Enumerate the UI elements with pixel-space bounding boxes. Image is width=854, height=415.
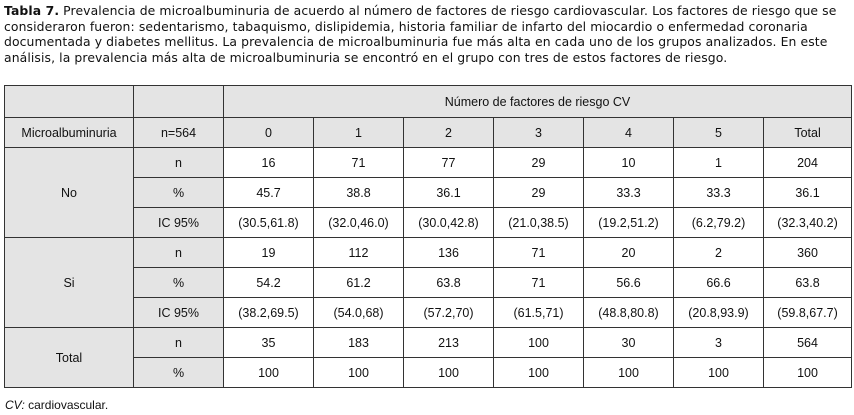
- value-cell: 100: [494, 328, 584, 358]
- col-header-3: 3: [494, 118, 584, 148]
- stat-label-cell: IC 95%: [134, 208, 224, 238]
- value-cell: (61.5,71): [494, 298, 584, 328]
- value-cell: 77: [404, 148, 494, 178]
- stat-label-cell: IC 95%: [134, 298, 224, 328]
- col-header-1: 1: [314, 118, 404, 148]
- column-header-row: [5, 118, 852, 148]
- value-cell: 63.8: [404, 268, 494, 298]
- value-cell: (57.2,70): [404, 298, 494, 328]
- value-cell: 100: [404, 358, 494, 388]
- value-cell: (54.0,68): [314, 298, 404, 328]
- table-row: [5, 148, 852, 178]
- value-cell: (38.2,69.5): [224, 298, 314, 328]
- stat-label-cell: %: [134, 358, 224, 388]
- table-row: [5, 328, 852, 358]
- value-cell: 29: [494, 178, 584, 208]
- col-header-4: 4: [584, 118, 674, 148]
- group-header-row: [5, 86, 852, 118]
- group-label-cell: Si: [5, 238, 134, 328]
- value-cell: 36.1: [764, 178, 852, 208]
- value-cell: 1: [674, 148, 764, 178]
- value-cell: 564: [764, 328, 852, 358]
- table-row: [5, 238, 852, 268]
- caption-label: Tabla 7.: [4, 3, 60, 18]
- caption-text: Prevalencia de microalbuminuria de acuerdo al número de factores de riesgo cardiovascular. Los factores de riesgo que se consideraron fueron: sedentarismo, tabaquismo, dislipidemia, historia familiar de infarto del miocardio o enfermedad coronaria documentada y diabetes mellitus. La prevalencia de microalbuminuria fue más alta en cada uno de los grupos analizados. En este análisis, la prevalencia más alta de microalbuminuria se encontró en el grupo con tres de estos factores de riesgo.: [4, 3, 837, 65]
- value-cell: (30.0,42.8): [404, 208, 494, 238]
- value-cell: 66.6: [674, 268, 764, 298]
- value-cell: 45.7: [224, 178, 314, 208]
- value-cell: 33.3: [674, 178, 764, 208]
- col-header-n: n=564: [134, 118, 224, 148]
- group-label-cell: No: [5, 148, 134, 238]
- stat-label-cell: n: [134, 238, 224, 268]
- group-label-cell: Total: [5, 328, 134, 388]
- value-cell: 36.1: [404, 178, 494, 208]
- value-cell: 213: [404, 328, 494, 358]
- value-cell: 100: [584, 358, 674, 388]
- value-cell: 10: [584, 148, 674, 178]
- stat-label-cell: %: [134, 268, 224, 298]
- value-cell: 54.2: [224, 268, 314, 298]
- col-header-2: 2: [404, 118, 494, 148]
- value-cell: 35: [224, 328, 314, 358]
- value-cell: 16: [224, 148, 314, 178]
- value-cell: (21.0,38.5): [494, 208, 584, 238]
- value-cell: 71: [314, 148, 404, 178]
- col-header-microalbuminuria: Microalbuminuria: [5, 118, 134, 148]
- value-cell: 100: [224, 358, 314, 388]
- footnote-text: cardiovascular.: [24, 398, 109, 412]
- value-cell: 38.8: [314, 178, 404, 208]
- value-cell: 204: [764, 148, 852, 178]
- value-cell: 112: [314, 238, 404, 268]
- group-header: Número de factores de riesgo CV: [224, 86, 852, 118]
- col-header-5: 5: [674, 118, 764, 148]
- value-cell: (32.0,46.0): [314, 208, 404, 238]
- col-header-total: Total: [764, 118, 852, 148]
- value-cell: (32.3,40.2): [764, 208, 852, 238]
- value-cell: 71: [494, 238, 584, 268]
- value-cell: (20.8,93.9): [674, 298, 764, 328]
- value-cell: 2: [674, 238, 764, 268]
- value-cell: 183: [314, 328, 404, 358]
- value-cell: 61.2: [314, 268, 404, 298]
- table-footnote: [5, 398, 108, 412]
- stat-label-cell: n: [134, 148, 224, 178]
- value-cell: (30.5,61.8): [224, 208, 314, 238]
- value-cell: 136: [404, 238, 494, 268]
- value-cell: 71: [494, 268, 584, 298]
- value-cell: 100: [494, 358, 584, 388]
- table-caption: [4, 3, 850, 65]
- value-cell: 30: [584, 328, 674, 358]
- value-cell: (48.8,80.8): [584, 298, 674, 328]
- value-cell: 100: [314, 358, 404, 388]
- value-cell: (59.8,67.7): [764, 298, 852, 328]
- value-cell: (19.2,51.2): [584, 208, 674, 238]
- value-cell: 29: [494, 148, 584, 178]
- footnote-abbr: CV:: [5, 398, 25, 412]
- value-cell: (6.2,79.2): [674, 208, 764, 238]
- empty-header-cell: [134, 86, 224, 118]
- value-cell: 100: [674, 358, 764, 388]
- value-cell: 100: [764, 358, 852, 388]
- value-cell: 20: [584, 238, 674, 268]
- value-cell: 63.8: [764, 268, 852, 298]
- stat-label-cell: n: [134, 328, 224, 358]
- col-header-0: 0: [224, 118, 314, 148]
- data-table: [4, 85, 852, 388]
- stat-label-cell: %: [134, 178, 224, 208]
- empty-corner-cell: [5, 86, 134, 118]
- value-cell: 56.6: [584, 268, 674, 298]
- value-cell: 360: [764, 238, 852, 268]
- value-cell: 33.3: [584, 178, 674, 208]
- value-cell: 3: [674, 328, 764, 358]
- value-cell: 19: [224, 238, 314, 268]
